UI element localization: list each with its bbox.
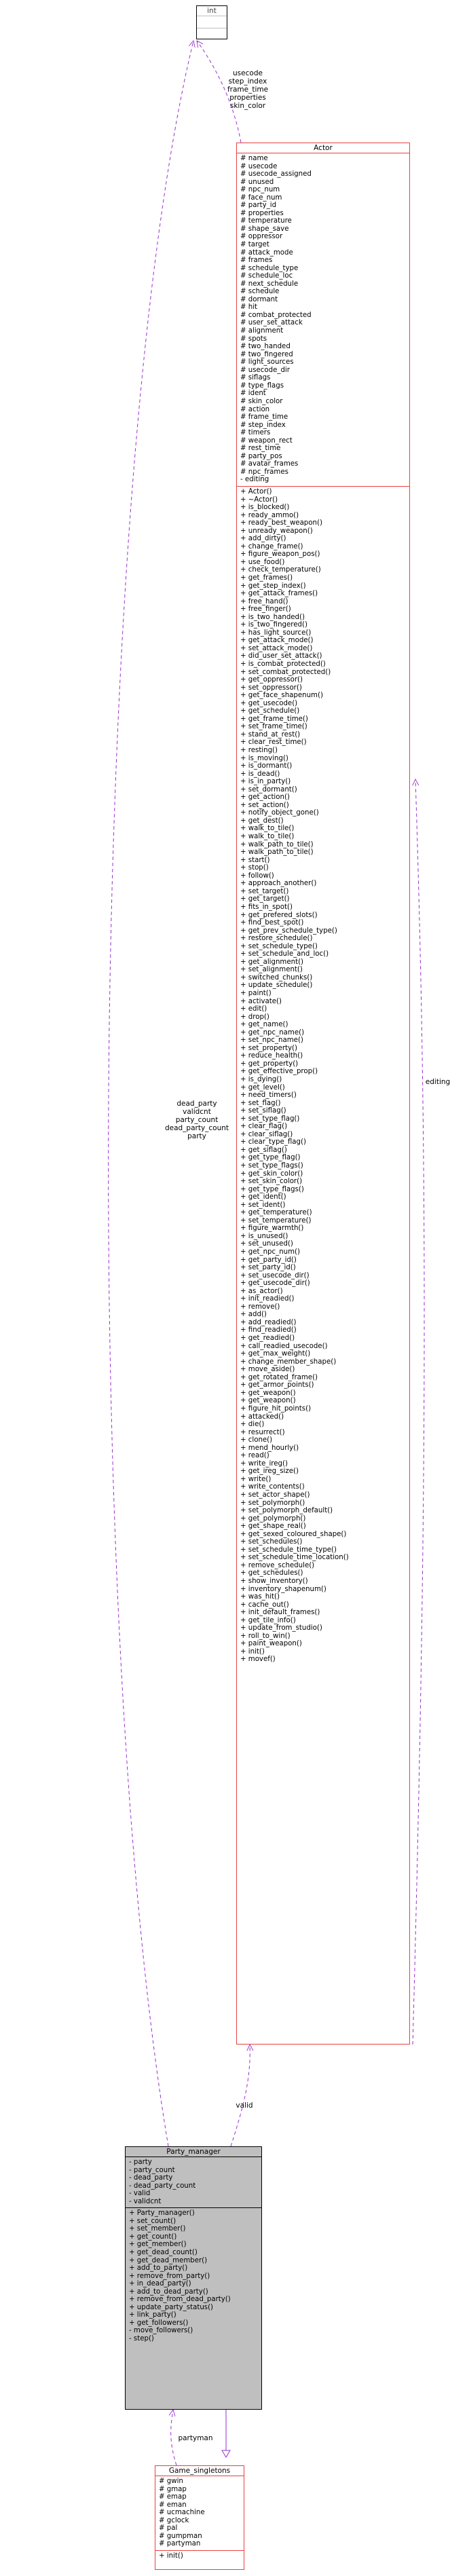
party-manager-attribute: - dead_party_count (129, 2182, 196, 2190)
actor-operation: + clear_rest_time() (240, 739, 307, 747)
actor-operation: + get_oppressor() (240, 676, 303, 684)
actor-operation: + write_contents() (240, 1483, 305, 1491)
actor-operation: + set_schedule_and_loc() (240, 950, 329, 958)
actor-class-box[interactable] (236, 143, 410, 2045)
actor-operation: + get_type_flag() (240, 1154, 301, 1162)
actor-operation: + get_effective_prop() (240, 1068, 318, 1076)
party-manager-operation: + set_count() (129, 2217, 176, 2225)
actor-operation: + figure_weapon_pos() (240, 550, 320, 559)
actor-operation: + get_rotated_frame() (240, 1373, 318, 1381)
actor-attribute: # rest_time (240, 445, 281, 453)
actor-operation: + as_actor() (240, 1287, 283, 1295)
edge-label-line: validcnt (183, 1108, 211, 1116)
actor-operations (237, 487, 409, 1666)
int-class-box[interactable] (196, 5, 227, 39)
game-singletons-attribute: # partyman (159, 2540, 201, 2548)
party-manager-title: Party_manager (126, 2147, 261, 2157)
actor-operation: + get_alignment() (240, 958, 304, 966)
actor-operation: + is_in_party() (240, 778, 291, 786)
actor-operation: + check_temperature() (240, 566, 321, 574)
actor-operation: + init_default_frames() (240, 1609, 320, 1617)
actor-operation: + write_ireg() (240, 1459, 288, 1468)
actor-operation: + resting() (240, 747, 278, 755)
actor-operation: + is_combat_protected() (240, 660, 326, 668)
actor-attribute: # two_handed (240, 343, 291, 351)
actor-attribute: # shape_save (240, 225, 289, 233)
actor-operation: + stand_at_rest() (240, 730, 301, 739)
actor-operation: + set_actor_shape() (240, 1491, 310, 1499)
game-singletons-attribute: # ucmachine (159, 2509, 205, 2517)
actor-operation: + drop() (240, 1013, 269, 1021)
actor-operation: + set_npc_name() (240, 1037, 303, 1045)
actor-operation: + get_frames() (240, 574, 293, 582)
actor-operation: + free_hand() (240, 597, 288, 605)
actor-operation: + get_type_flags() (240, 1185, 304, 1193)
actor-operation: + was_hit() (240, 1593, 280, 1601)
actor-attribute: # action (240, 405, 270, 413)
actor-operation: + set_type_flags() (240, 1162, 303, 1170)
int-class-attrs (197, 16, 227, 29)
party-manager-operation: + update_party_status() (129, 2303, 214, 2311)
actor-operation: + move_aside() (240, 1366, 295, 1374)
actor-operation: + show_inventory() (240, 1577, 308, 1585)
actor-operation: + approach_another() (240, 880, 317, 888)
actor-operation: + set_skin_color() (240, 1178, 303, 1186)
actor-operation: + fits_in_spot() (240, 903, 293, 911)
game-singletons-attribute: # emap (159, 2493, 187, 2501)
actor-operation: + get_usecode_dir() (240, 1280, 310, 1288)
actor-attribute: # attack_mode (240, 248, 293, 257)
actor-operation: + set_dormant() (240, 785, 297, 794)
party-manager-operations (126, 2208, 261, 2345)
actor-operation: + is_unused() (240, 1232, 288, 1240)
game-singletons-attribute: # eman (159, 2501, 187, 2509)
actor-operation: + figure_warmth() (240, 1225, 304, 1233)
actor-operation: + movef() (240, 1656, 276, 1664)
actor-operation: + add_dirty() (240, 535, 286, 543)
actor-operation: + read() (240, 1452, 269, 1460)
game-singletons-attribute: # gmap (159, 2485, 187, 2493)
actor-operation: + add_readied() (240, 1318, 297, 1326)
actor-operation: + get_attack_frames() (240, 590, 318, 598)
edge-label-line: dead_party_count (164, 1124, 229, 1132)
actor-attribute: # frames (240, 257, 273, 265)
actor-operation: + clone() (240, 1436, 273, 1444)
actor-attribute: # frame_time (240, 413, 288, 422)
actor-operation: + get_npc_num() (240, 1248, 301, 1256)
actor-operation: + init() (240, 1647, 265, 1656)
actor-attribute: # usecode (240, 162, 278, 170)
edge-label-actor-self-editing (421, 1078, 455, 1086)
game-singletons-attribute: # gwin (159, 2478, 183, 2485)
inheritance-arrow-icon (222, 2450, 230, 2457)
actor-attribute: # usecode_assigned (240, 170, 312, 179)
actor-operation: + use_food() (240, 558, 285, 566)
actor-operation: + change_member_shape() (240, 1358, 337, 1366)
actor-class-title: Actor (237, 143, 409, 153)
actor-operation: + clear_type_flag() (240, 1138, 306, 1146)
party-manager-operation: + get_dead_member() (129, 2256, 208, 2264)
actor-attribute: # spots (240, 335, 267, 343)
edge-actor-self-editing (413, 779, 424, 2045)
actor-operation: + set_schedule_type() (240, 942, 318, 950)
party-manager-operation: + add_to_party() (129, 2264, 188, 2273)
actor-operation: + get_ireg_size() (240, 1468, 299, 1476)
party-manager-operation: + get_followers() (129, 2319, 189, 2327)
edge-party-to-int (109, 41, 193, 2146)
actor-operation: + get_ident() (240, 1193, 286, 1201)
actor-operation: + set_schedules() (240, 1538, 303, 1546)
actor-operation: + is_two_handed() (240, 613, 305, 621)
actor-attribute: # next_schedule (240, 280, 299, 288)
actor-operation: + set_oppressor() (240, 684, 302, 692)
actor-operation: + is_blocked() (240, 504, 290, 512)
actor-operation: + get_property() (240, 1060, 299, 1068)
actor-operation: + set_target() (240, 887, 289, 895)
actor-operation: + ready_best_weapon() (240, 519, 322, 527)
edge-label-line: step_index (228, 77, 267, 86)
edge-label-line: party (187, 1132, 206, 1140)
edge-label-actor-to-int (217, 69, 278, 110)
actor-operation: + set_siflag() (240, 1107, 286, 1115)
actor-attribute: # npc_frames (240, 468, 288, 476)
actor-attribute: # usecode_dir (240, 366, 290, 374)
actor-operation: + update_from_studio() (240, 1624, 322, 1632)
actor-operation: + mend_hourly() (240, 1444, 299, 1452)
actor-attribute: # schedule_type (240, 264, 299, 272)
actor-operation: + get_schedule() (240, 707, 300, 715)
actor-operation: + attacked() (240, 1413, 284, 1421)
party-manager-operation: - step() (129, 2335, 154, 2343)
actor-operation: + set_action() (240, 801, 289, 809)
actor-operation: + clear_flag() (240, 1123, 288, 1131)
actor-operation: + get_action() (240, 794, 290, 802)
actor-operation: + get_max_weight() (240, 1350, 311, 1358)
game-singletons-class-box[interactable] (155, 2465, 244, 2570)
actor-operation: + is_two_fingered() (240, 621, 307, 629)
actor-attribute: # npc_num (240, 186, 280, 194)
actor-operation: + is_moving() (240, 754, 288, 762)
int-class-title: int (197, 6, 227, 16)
actor-operation: + get_sexed_coloured_shape() (240, 1530, 347, 1538)
actor-operation: + get_frame_time() (240, 715, 308, 723)
actor-operation: + ready_ammo() (240, 511, 299, 519)
actor-operation: + get_target() (240, 895, 290, 903)
actor-attribute: # user_set_attack (240, 319, 303, 327)
actor-attributes (237, 153, 409, 487)
actor-operation: + figure_hit_points() (240, 1404, 312, 1413)
edge-label-party-to-int (149, 1100, 244, 1140)
game-singletons-attribute: # gumpman (159, 2532, 202, 2540)
party-manager-operation: + Party_manager() (129, 2209, 195, 2218)
actor-operation: + get_step_index() (240, 582, 306, 590)
actor-attribute: - editing (240, 476, 269, 484)
actor-attribute: # ident (240, 390, 266, 398)
actor-attribute: # party_id (240, 202, 277, 210)
edge-label-line: editing (425, 1078, 451, 1086)
actor-attribute: # schedule (240, 288, 280, 296)
actor-attribute: # oppressor (240, 233, 283, 241)
actor-operation: + set_attack_mode() (240, 644, 313, 652)
actor-operation: + set_alignment() (240, 966, 303, 974)
actor-operation: + stop() (240, 864, 269, 872)
edge-label-line: dead_party (176, 1100, 217, 1108)
party-manager-operation: + set_member() (129, 2225, 186, 2233)
party-manager-operation: + in_dead_party() (129, 2280, 191, 2288)
actor-operation: + add() (240, 1311, 267, 1319)
actor-operation: + set_unused() (240, 1240, 293, 1248)
edge-label-line: usecode (233, 69, 263, 77)
edge-actor-to-party (231, 2045, 250, 2146)
actor-operation: + set_property() (240, 1044, 297, 1052)
actor-operation: + get_readied() (240, 1334, 295, 1343)
actor-operation: + set_schedule_time_location() (240, 1554, 349, 1562)
edge-label-line: partyman (178, 2434, 213, 2442)
actor-attribute: # name (240, 155, 268, 162)
actor-operation: + notify_object_gone() (240, 809, 319, 817)
edge-label-actor-to-party (234, 2102, 255, 2110)
actor-operation: + Actor() (240, 487, 272, 496)
actor-operation: + clear_siflag() (240, 1130, 293, 1138)
actor-operation: + did_user_set_attack() (240, 652, 322, 660)
game-singletons-title: Game_singletons (155, 2466, 244, 2476)
party-manager-attribute: - party (129, 2159, 152, 2166)
actor-operation: + call_readied_usecode() (240, 1342, 328, 1350)
edge-label-line: party_count (175, 1116, 219, 1124)
actor-attribute: # light_sources (240, 358, 294, 367)
actor-operation: + change_frame() (240, 542, 303, 550)
party-manager-operation: + remove_from_party() (129, 2272, 210, 2280)
actor-operation: + get_weapon() (240, 1397, 296, 1405)
edge-label-line: properties (229, 94, 266, 102)
edge-label-line: valid (236, 2102, 253, 2110)
party-manager-attribute: - party_count (129, 2166, 175, 2174)
actor-operation: + paint() (240, 989, 272, 997)
actor-operation: + get_shape_real() (240, 1523, 306, 1531)
game-singletons-attribute: # gclock (159, 2516, 189, 2524)
actor-operation: + is_dying() (240, 1075, 282, 1083)
party-manager-attribute: - dead_party (129, 2174, 173, 2182)
actor-operation: + cache_out() (240, 1601, 289, 1609)
actor-operation: + set_temperature() (240, 1216, 312, 1225)
actor-operation: + is_dormant() (240, 762, 293, 770)
party-manager-class-box[interactable] (125, 2146, 262, 2410)
actor-operation: + find_best_spot() (240, 919, 304, 927)
actor-operation: + edit() (240, 1005, 267, 1013)
actor-operation: + remove() (240, 1303, 280, 1311)
party-manager-attributes (126, 2157, 261, 2208)
actor-operation: + start() (240, 856, 270, 864)
party-manager-attribute: - valid (129, 2190, 151, 2198)
actor-operation: + set_polymorph_default() (240, 1507, 333, 1515)
actor-operation: + get_face_shapenum() (240, 692, 323, 700)
actor-operation: + set_flag() (240, 1099, 281, 1107)
actor-attribute: # party_pos (240, 452, 282, 460)
actor-operation: + ~Actor() (240, 496, 278, 504)
actor-operation: + set_party_id() (240, 1264, 296, 1272)
actor-operation: + unready_weapon() (240, 527, 313, 535)
game-singletons-operation: + init() (159, 2552, 183, 2560)
actor-operation: + set_type_flag() (240, 1115, 300, 1123)
actor-attribute: # properties (240, 209, 284, 217)
edge-label-line: frame_time (227, 86, 269, 94)
actor-attribute: # face_num (240, 193, 282, 202)
actor-operation: + set_ident() (240, 1201, 286, 1209)
actor-operation: + get_armor_points() (240, 1381, 314, 1389)
actor-attribute: # dormant (240, 295, 278, 303)
int-class-ops (197, 29, 227, 40)
actor-operation: + get_dest() (240, 817, 284, 825)
game-singletons-attributes (155, 2476, 244, 2551)
actor-operation: + free_finger() (240, 605, 291, 614)
actor-operation: + activate() (240, 997, 282, 1005)
party-manager-operation: + link_party() (129, 2311, 176, 2319)
actor-operation: + inventory_shapenum() (240, 1585, 326, 1593)
actor-operation: + switched_chunks() (240, 973, 313, 982)
actor-operation: + die() (240, 1421, 265, 1429)
party-manager-operation: + get_member() (129, 2241, 187, 2249)
actor-operation: + has_light_source() (240, 629, 312, 637)
actor-operation: + get_usecode() (240, 699, 298, 707)
actor-operation: + set_frame_time() (240, 723, 307, 731)
actor-operation: + get_prev_schedule_type() (240, 927, 337, 935)
actor-operation: + walk_to_tile() (240, 825, 295, 833)
actor-operation: + walk_to_tile() (240, 833, 295, 841)
actor-attribute: # hit (240, 303, 258, 312)
actor-operation: + get_tile_info() (240, 1616, 296, 1624)
edge-label-line: skin_color (229, 102, 266, 110)
party-manager-operation: - move_followers() (129, 2327, 193, 2335)
actor-operation: + find_readied() (240, 1326, 297, 1334)
actor-attribute: # temperature (240, 217, 292, 225)
actor-operation: + update_schedule() (240, 982, 313, 990)
party-manager-operation: + get_count() (129, 2233, 177, 2241)
actor-attribute: # type_flags (240, 381, 284, 390)
actor-attribute: # step_index (240, 421, 286, 429)
actor-operation: + need_timers() (240, 1091, 297, 1100)
actor-operation: + paint_weapon() (240, 1640, 302, 1648)
party-manager-operation: + remove_from_dead_party() (129, 2296, 231, 2304)
party-manager-operation: + get_dead_count() (129, 2249, 198, 2257)
actor-attribute: # weapon_rect (240, 436, 293, 445)
actor-operation: + set_polymorph() (240, 1499, 305, 1507)
actor-attribute: # unused (240, 178, 274, 186)
actor-operation: + get_polymorph() (240, 1514, 306, 1523)
actor-attribute: # target (240, 241, 269, 249)
actor-operation: + resurrect() (240, 1428, 285, 1436)
actor-operation: + remove_schedule() (240, 1561, 315, 1569)
actor-operation: + get_name() (240, 1021, 288, 1029)
actor-attribute: # avatar_frames (240, 460, 299, 468)
actor-operation: + get_weapon() (240, 1389, 296, 1397)
party-manager-attribute: - validcnt (129, 2197, 162, 2205)
edge-label-party-to-singletons (175, 2434, 216, 2442)
actor-operation: + set_usecode_dir() (240, 1271, 310, 1280)
actor-operation: + set_combat_protected() (240, 668, 331, 676)
party-manager-operation: + add_to_dead_party() (129, 2288, 208, 2296)
actor-operation: + get_prefered_slots() (240, 911, 318, 919)
actor-operation: + follow() (240, 872, 274, 880)
actor-operation: + restore_schedule() (240, 935, 313, 943)
actor-attribute: # schedule_loc (240, 272, 293, 280)
actor-operation: + is_dead() (240, 770, 280, 778)
actor-operation: + get_npc_name() (240, 1028, 305, 1037)
actor-operation: + get_attack_mode() (240, 637, 314, 645)
actor-operation: + walk_path_to_tile() (240, 848, 314, 857)
actor-attribute: # alignment (240, 327, 284, 335)
actor-attribute: # combat_protected (240, 311, 312, 319)
actor-operation: + get_siflag() (240, 1146, 287, 1154)
actor-attribute: # two_fingered (240, 350, 293, 358)
actor-operation: + walk_path_to_tile() (240, 840, 314, 848)
actor-attribute: # timers (240, 429, 271, 437)
actor-attribute: # skin_color (240, 397, 283, 405)
actor-operation: + get_level() (240, 1083, 285, 1091)
game-singletons-attribute: # pal (159, 2524, 178, 2533)
actor-operation: + reduce_health() (240, 1052, 303, 1060)
actor-operation: + roll_to_win() (240, 1632, 291, 1640)
actor-operation: + write() (240, 1475, 272, 1483)
actor-operation: + get_skin_color() (240, 1170, 303, 1178)
actor-operation: + set_schedule_time_type() (240, 1546, 337, 1554)
actor-operation: + get_schedules() (240, 1569, 303, 1578)
actor-operation: + get_temperature() (240, 1209, 312, 1217)
game-singletons-operations (155, 2551, 244, 2562)
actor-operation: + get_party_id() (240, 1256, 297, 1264)
actor-attribute: # siflags (240, 374, 271, 382)
actor-operation: + init_readied() (240, 1295, 295, 1303)
